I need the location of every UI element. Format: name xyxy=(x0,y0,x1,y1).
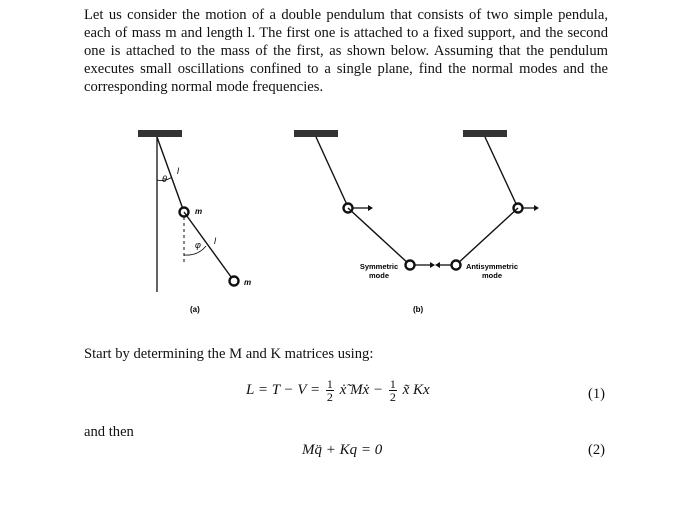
pendulum-figure xyxy=(120,122,560,326)
problem-statement: Let us consider the motion of a double pendulum that consists of two simple pendula, each of mass m and length l. The first one is attached to a fixed support, and the second one is attached to the mass of the first, as shown below. Assuming that the pendulum executes small oscillations confined to a single plane, find the normal modes and the corresponding normal mode frequencies. xyxy=(84,7,608,95)
eq1-right: x̃ Kx xyxy=(402,381,430,398)
antisymmetric-label-2: mode xyxy=(481,271,503,280)
theta-label: θ xyxy=(162,174,167,184)
and-then-text: and then xyxy=(84,424,134,440)
eq1-fraction-2: $\frac{1}{2}$ xyxy=(389,377,396,404)
caption-a: (a) xyxy=(190,305,200,314)
m1-label: m xyxy=(195,207,203,216)
rod-upper-symmetric xyxy=(316,137,348,207)
equation-number-1: (1) xyxy=(588,386,606,402)
arrowhead-lower-antisymmetric xyxy=(435,262,440,268)
rod-lower-symmetric xyxy=(348,208,410,265)
caption-b: (b) xyxy=(413,305,424,314)
antisymmetric-label-1: Antisymmetric xyxy=(465,262,519,271)
m2-label: m xyxy=(244,278,252,287)
support-a xyxy=(138,130,182,137)
mass-lower-antisymmetric xyxy=(452,261,461,270)
rod-lower-antisymmetric xyxy=(456,208,518,265)
equation-motion: Mq̈ + Kq = 0 xyxy=(302,442,383,458)
eq1-fraction-1: $\frac{1}{2}$ xyxy=(326,377,333,404)
mass-lower-symmetric xyxy=(406,261,415,270)
l2-label: l xyxy=(214,236,216,246)
rod-lower-a xyxy=(184,212,234,281)
arrowhead-upper-antisymmetric xyxy=(534,205,539,211)
arrowhead-lower-symmetric xyxy=(430,262,435,268)
phi-label: φ xyxy=(195,240,201,250)
arrowhead-upper-symmetric xyxy=(368,205,373,211)
pendulum-diagram xyxy=(120,122,560,322)
eq1-middle: ẋ̃ Mẋ − xyxy=(339,381,384,398)
intro-sentence: Start by determining the M and K matrices using: xyxy=(84,346,374,362)
eq1-left: L = T − V = xyxy=(246,381,321,398)
symmetric-label-1: Symmetric xyxy=(359,262,399,271)
symmetric-label-2: mode xyxy=(368,271,390,280)
equation-number-2: (2) xyxy=(588,442,606,458)
equation-lagrangian xyxy=(246,378,430,403)
rod-upper-antisymmetric xyxy=(485,137,518,208)
support-antisymmetric xyxy=(463,130,507,137)
support-symmetric xyxy=(294,130,338,137)
mass-lower-a xyxy=(230,277,239,286)
l1-label: l xyxy=(177,166,179,176)
